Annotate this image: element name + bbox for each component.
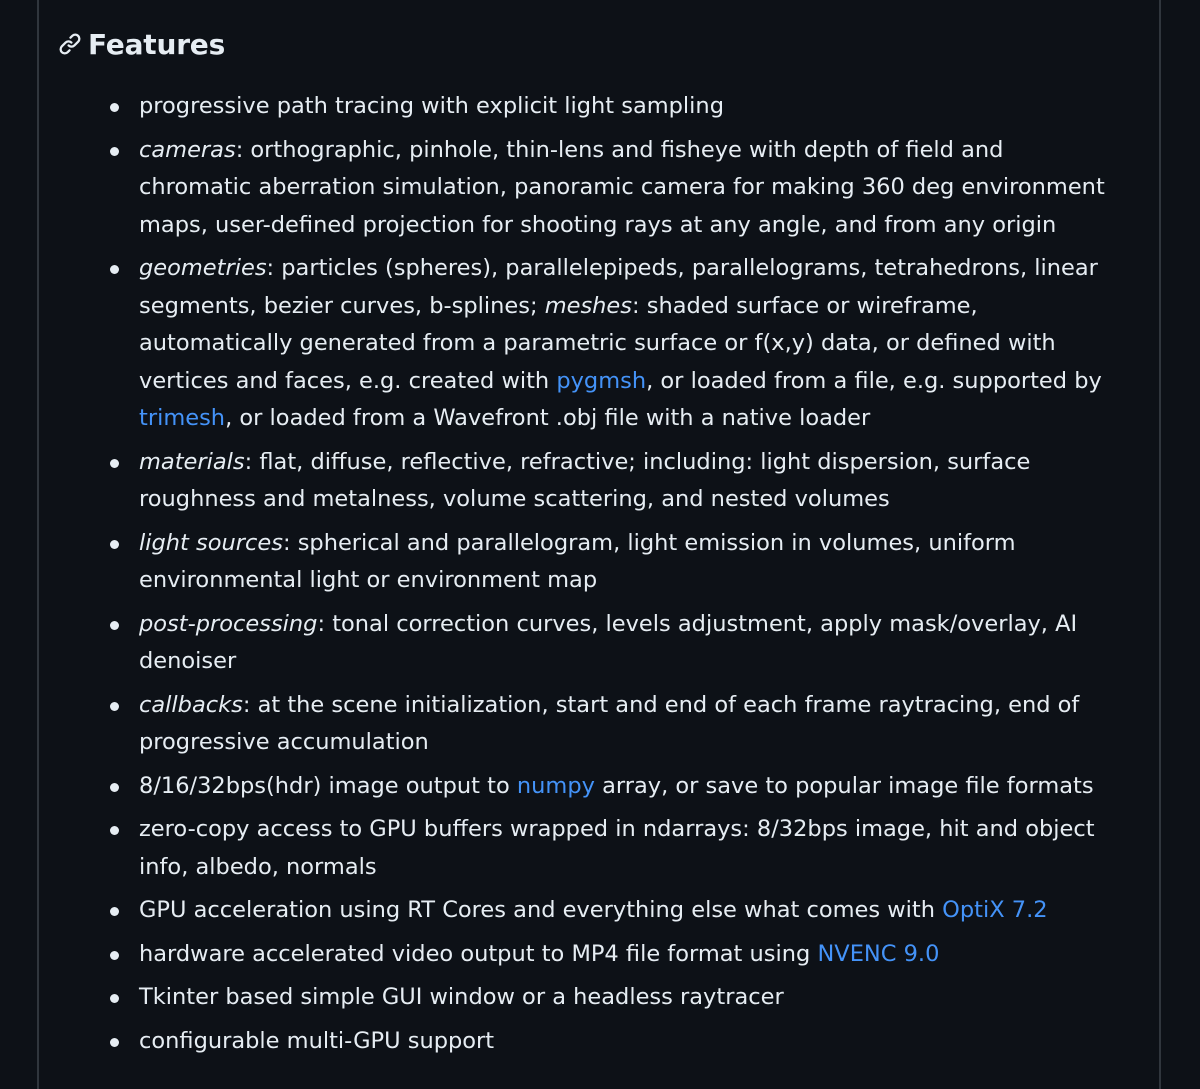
bullet-icon	[110, 540, 119, 549]
feature-term: cameras	[139, 136, 236, 163]
feature-text: : flat, diffuse, reflective, refractive; including: light dispersion, surface roughness and metalness, volume scattering, and nested volumes	[139, 448, 1031, 512]
feature-text: progressive path tracing with explicit light sampling	[139, 93, 724, 119]
feature-item	[105, 892, 1115, 930]
feature-text: 8/16/32bps(hdr) image output to	[139, 772, 517, 799]
features-list	[105, 88, 1115, 1066]
feature-item	[105, 132, 1115, 245]
feature-text: Tkinter based simple GUI window or a headless raytracer	[139, 984, 784, 1010]
feature-item	[105, 1023, 1115, 1061]
feature-text: : particles (spheres), parallelepipeds, parallelograms, tetrahedrons, linear segments, bezier curves, b-splines;	[139, 255, 1098, 319]
feature-text: configurable multi-GPU support	[139, 1027, 495, 1054]
feature-term: light sources	[139, 529, 283, 556]
feature-item	[105, 811, 1115, 886]
feature-text: zero-copy access to GPU buffers wrapped in ndarrays: 8/32bps image, hit and object info, albedo, normals	[139, 816, 1095, 880]
feature-link[interactable]: NVENC 9.0	[817, 940, 940, 967]
feature-text: : spherical and parallelogram, light emission in volumes, uniform environmental light or environment map	[139, 529, 1016, 593]
feature-item	[105, 936, 1115, 974]
bullet-icon	[110, 103, 119, 112]
feature-item	[105, 979, 1115, 1017]
bullet-icon	[110, 147, 119, 156]
feature-link[interactable]: trimesh	[139, 405, 226, 431]
feature-link[interactable]: numpy	[516, 772, 595, 799]
feature-term: callbacks	[139, 691, 243, 718]
feature-text: , or loaded from a Wavefront .obj file with a native loader	[225, 405, 871, 431]
feature-text: : shaded surface or wireframe, automatically generated from a parametric surface or f(x,y) data, or defined with vertices and faces, e.g. created with	[139, 292, 1056, 394]
bullet-icon	[110, 907, 119, 916]
bullet-icon	[110, 826, 119, 835]
feature-item	[105, 768, 1115, 806]
bullet-icon	[110, 1038, 119, 1047]
feature-item	[105, 250, 1115, 438]
heading-title: Features	[88, 27, 226, 61]
feature-term: post-processing	[139, 610, 318, 637]
bullet-icon	[110, 459, 119, 468]
bullet-icon	[110, 951, 119, 960]
feature-text: hardware accelerated video output to MP4 file format using	[139, 940, 818, 967]
section-heading	[58, 22, 225, 66]
feature-text: : at the scene initialization, start and end of each frame raytracing, end of progressive accumulation	[139, 691, 1080, 755]
feature-term: meshes	[544, 292, 632, 319]
feature-link[interactable]: OptiX 7.2	[942, 897, 1048, 923]
bullet-icon	[110, 265, 119, 274]
feature-item	[105, 687, 1115, 762]
feature-text: : tonal correction curves, levels adjustment, apply mask/overlay, AI denoiser	[139, 610, 1078, 674]
feature-text: GPU acceleration using RT Cores and everything else what comes with	[139, 897, 943, 923]
feature-item	[105, 88, 1115, 126]
feature-text: , or loaded from a file, e.g. supported by	[646, 367, 1102, 394]
feature-text: array, or save to popular image file formats	[594, 772, 1094, 799]
bullet-icon	[110, 994, 119, 1003]
feature-item	[105, 444, 1115, 519]
feature-text: : orthographic, pinhole, thin-lens and fisheye with depth of field and chromatic aberration simulation, panoramic camera for making 360 deg environment maps, user-defined projection for shooting rays at any angle, and from any origin	[139, 136, 1105, 238]
feature-term: geometries	[139, 255, 267, 281]
link-icon[interactable]	[58, 32, 82, 56]
bullet-icon	[110, 702, 119, 711]
bullet-icon	[110, 783, 119, 792]
feature-term: materials	[139, 448, 245, 475]
feature-link[interactable]: pygmsh	[556, 367, 647, 394]
bullet-icon	[110, 621, 119, 630]
feature-item	[105, 525, 1115, 600]
feature-item	[105, 606, 1115, 681]
